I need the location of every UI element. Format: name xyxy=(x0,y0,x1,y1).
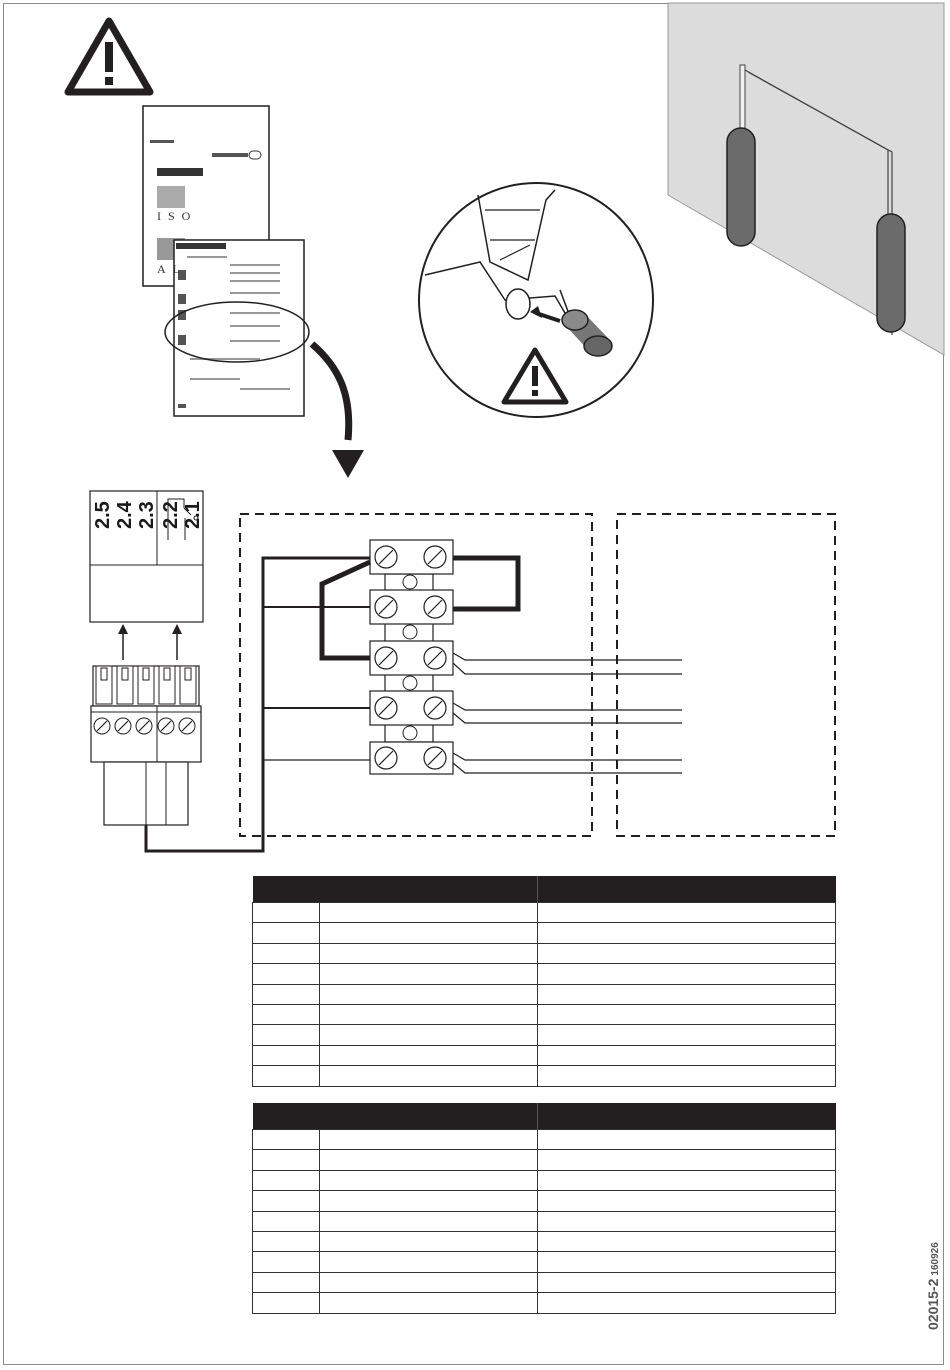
table-header-cell xyxy=(253,1103,320,1130)
table-cell xyxy=(320,1293,538,1313)
table-cell xyxy=(253,923,320,943)
table-row xyxy=(253,1150,836,1170)
table-cell xyxy=(253,1252,320,1272)
thumbnail-footer-text: AL xyxy=(157,262,187,276)
table-header-cell xyxy=(253,876,320,903)
table-cell xyxy=(320,1004,538,1024)
table-header xyxy=(253,1103,836,1130)
table-cell xyxy=(320,943,538,963)
table-cell xyxy=(538,1293,836,1313)
pin-label: 2.5 xyxy=(92,501,114,529)
table-cell xyxy=(320,964,538,984)
outgoing-wires xyxy=(453,653,682,773)
table-cell xyxy=(320,1211,538,1231)
table-cell xyxy=(320,1130,538,1150)
arrow-down-icon xyxy=(312,344,364,478)
table-cell xyxy=(253,1231,320,1251)
table-row xyxy=(253,1004,836,1024)
plug-connector xyxy=(91,666,201,825)
jumper-wire-left xyxy=(322,562,370,658)
table-cell xyxy=(538,1252,836,1272)
table-cell xyxy=(320,1025,538,1045)
table-row xyxy=(253,1252,836,1272)
table-cell xyxy=(320,1150,538,1170)
table-cell xyxy=(320,1045,538,1065)
table-cell xyxy=(253,1025,320,1045)
table-row xyxy=(253,1191,836,1211)
table-cell xyxy=(253,1004,320,1024)
wiring-table-2 xyxy=(252,1103,836,1314)
table-header-cell xyxy=(538,1103,836,1130)
table-cell xyxy=(253,1272,320,1292)
table-cell xyxy=(538,1130,836,1150)
pin-label: 2.1 xyxy=(182,501,204,529)
document-code xyxy=(925,1242,941,1330)
table-header-cell xyxy=(320,1103,538,1130)
table-header xyxy=(253,876,836,903)
revision-code: 160926 xyxy=(930,1242,941,1276)
table-row xyxy=(253,1045,836,1065)
device-box-outline xyxy=(617,514,835,836)
table-cell xyxy=(538,923,836,943)
table-cell xyxy=(538,903,836,923)
table-cell xyxy=(253,984,320,1004)
table-cell xyxy=(253,1066,320,1086)
table-cell xyxy=(538,1150,836,1170)
table-row xyxy=(253,1231,836,1251)
table-header-cell xyxy=(538,876,836,903)
table-cell xyxy=(538,1045,836,1065)
table-cell xyxy=(538,1211,836,1231)
table-cell xyxy=(538,1004,836,1024)
table-cell xyxy=(253,943,320,963)
table-cell xyxy=(538,1170,836,1190)
table-cell xyxy=(320,923,538,943)
table-row xyxy=(253,1211,836,1231)
table-cell xyxy=(253,1170,320,1190)
table-row xyxy=(253,903,836,923)
table-cell xyxy=(538,1191,836,1211)
table-cell xyxy=(253,1191,320,1211)
pin-label: 2.3 xyxy=(136,501,158,529)
warning-triangle-icon xyxy=(68,21,150,92)
table-header-cell xyxy=(320,876,538,903)
table-row xyxy=(253,1025,836,1045)
table-row xyxy=(253,1130,836,1150)
table-cell xyxy=(320,1252,538,1272)
table-row xyxy=(253,984,836,1004)
table-cell xyxy=(538,1231,836,1251)
table-cell xyxy=(253,1045,320,1065)
wiring-table-1 xyxy=(252,876,836,1087)
table-row xyxy=(253,1272,836,1292)
table-cell xyxy=(320,1170,538,1190)
table-cell xyxy=(320,984,538,1004)
table-cell xyxy=(253,1293,320,1313)
table-row xyxy=(253,1170,836,1190)
table-cell xyxy=(538,1272,836,1292)
table-cell xyxy=(320,1231,538,1251)
table-cell xyxy=(253,1211,320,1231)
table-cell xyxy=(320,1191,538,1211)
table-cell xyxy=(320,903,538,923)
pin-label: 2.4 xyxy=(114,501,136,529)
pin-label: 2.2 xyxy=(160,501,182,529)
reference-code: 02015-2 xyxy=(925,1278,941,1330)
table-cell xyxy=(538,984,836,1004)
jumper-wire-right xyxy=(453,558,518,609)
table-cell xyxy=(538,1066,836,1086)
wall-and-door-scene xyxy=(668,3,944,355)
table-cell xyxy=(538,943,836,963)
table-row xyxy=(253,923,836,943)
arrow-up-icon xyxy=(118,624,182,660)
table-cell xyxy=(253,1150,320,1170)
thumbnail-brand-text: ISO xyxy=(157,209,198,223)
table-cell xyxy=(320,1272,538,1292)
table-cell xyxy=(538,964,836,984)
table-cell xyxy=(253,964,320,984)
table-row xyxy=(253,1066,836,1086)
table-row xyxy=(253,1293,836,1313)
table-cell xyxy=(253,903,320,923)
table-row xyxy=(253,943,836,963)
table-cell xyxy=(320,1066,538,1086)
table-row xyxy=(253,964,836,984)
table-cell xyxy=(538,1025,836,1045)
table-cell xyxy=(253,1130,320,1150)
